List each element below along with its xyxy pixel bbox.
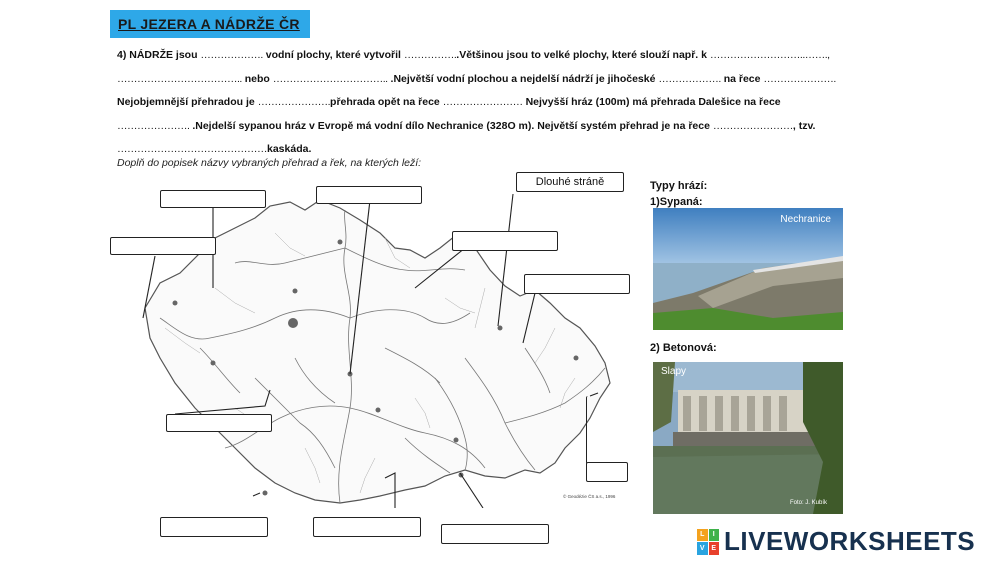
text: 4) NÁDRŽE jsou: [117, 49, 201, 61]
title-text: PL JEZERA A NÁDRŽE ČR: [118, 16, 300, 32]
reservoir-dot: [376, 408, 381, 413]
exercise-paragraph: [117, 44, 837, 162]
answer-box-8[interactable]: [586, 462, 628, 482]
reservoir-dot: [211, 361, 216, 366]
answer-box-2[interactable]: [110, 237, 216, 255]
text: Nejvyšší hráz (100m) má přehrada Dalešice na řece: [522, 96, 781, 108]
blank: ……………….: [658, 72, 721, 85]
instruction-text: Doplň do popisek názvy vybraných přehrad a řek, na kterých leží:: [117, 157, 422, 169]
paragraph-line-4: [117, 115, 837, 139]
reservoir-dot: [288, 318, 298, 328]
text: vodní plochy, které vytvořil: [262, 49, 404, 61]
photo2-credit: Foto: J. Kubík: [789, 500, 827, 506]
answer-box-1[interactable]: [160, 190, 266, 208]
text: přehrada opět na řece: [330, 96, 443, 108]
answer-box-10[interactable]: [313, 517, 421, 537]
blank: ……………………: [442, 96, 523, 108]
answer-box-5[interactable]: [524, 274, 630, 294]
paragraph-line-1: [117, 44, 837, 68]
liveworksheets-logo: [697, 526, 975, 557]
map-label-dlouhe-strane: Dlouhé stráně: [535, 176, 605, 188]
reservoir-dot: [293, 289, 298, 294]
answer-box-6[interactable]: [166, 414, 272, 432]
blank: ………………….: [257, 96, 331, 108]
map-copyright: © Geodézie ČS a.s., 1996: [563, 494, 616, 499]
live-icon: [697, 529, 719, 555]
live-letter-l: L: [697, 529, 708, 542]
text: kaskáda.: [267, 143, 312, 155]
paragraph-line-3: [117, 91, 837, 115]
text: Nejobjemnější přehradou je: [117, 96, 258, 108]
blank: ……………….: [200, 49, 263, 61]
dam-type-2-label: 2) Betonová:: [650, 342, 717, 354]
photo-nechranice: [653, 208, 843, 330]
text: , tzv.: [792, 119, 816, 132]
photo1-label: Nechranice: [780, 214, 831, 225]
photo2-label: Slapy: [661, 366, 687, 377]
text: .Největší vodní plochou a nejdelší nádrží je jihočeské: [387, 72, 659, 85]
photo-slapy: [653, 362, 843, 514]
blank: ……………………: [712, 119, 793, 132]
reservoir-dot: [338, 240, 343, 245]
photo-slapy-image: [653, 362, 843, 514]
answer-box-4[interactable]: [452, 231, 558, 251]
answer-box-7[interactable]: [586, 396, 626, 464]
text: na řece: [720, 72, 764, 85]
blank: ………………………………..: [117, 72, 242, 85]
blank: ……………………………..: [272, 72, 388, 85]
answer-box-dlouhe-strane[interactable]: [516, 172, 624, 192]
text: nebo: [241, 72, 273, 85]
answer-box-3[interactable]: [316, 186, 422, 204]
live-letter-i: I: [709, 529, 720, 542]
reservoir-dot: [173, 301, 178, 306]
czech-map: [105, 178, 635, 508]
blank: ………………….: [117, 119, 190, 132]
blank: ………………………………………: [117, 143, 267, 155]
blank: …………….: [403, 49, 457, 61]
reservoir-dot: [454, 438, 459, 443]
brand-name: LIVEWORKSHEETS: [724, 526, 976, 556]
text: .Nejdelší sypanou hráz v Evropě má vodní dílo Nechranice (328O m). Největší systém přehrad je na řece: [189, 119, 713, 132]
live-letter-e: E: [709, 542, 720, 555]
reservoir-dot: [498, 326, 503, 331]
answer-box-9[interactable]: [160, 517, 268, 537]
paragraph-line-2: [117, 68, 837, 92]
blank: ………………………..…….,: [709, 49, 830, 61]
text: .Většinou jsou to velké plochy, které slouží např. k: [456, 49, 710, 61]
dam-type-1-label: 1)Sypaná:: [650, 196, 703, 208]
live-letter-v: V: [697, 542, 708, 555]
reservoir-dot: [574, 356, 579, 361]
blank: ………………….: [763, 72, 836, 85]
reservoir-dot: [263, 491, 268, 496]
dam-types-section: [650, 178, 707, 210]
photo-nechranice-image: [653, 208, 843, 330]
answer-box-11[interactable]: [441, 524, 549, 544]
worksheet-title: [110, 10, 310, 38]
dam-types-heading: Typy hrází:: [650, 180, 708, 192]
